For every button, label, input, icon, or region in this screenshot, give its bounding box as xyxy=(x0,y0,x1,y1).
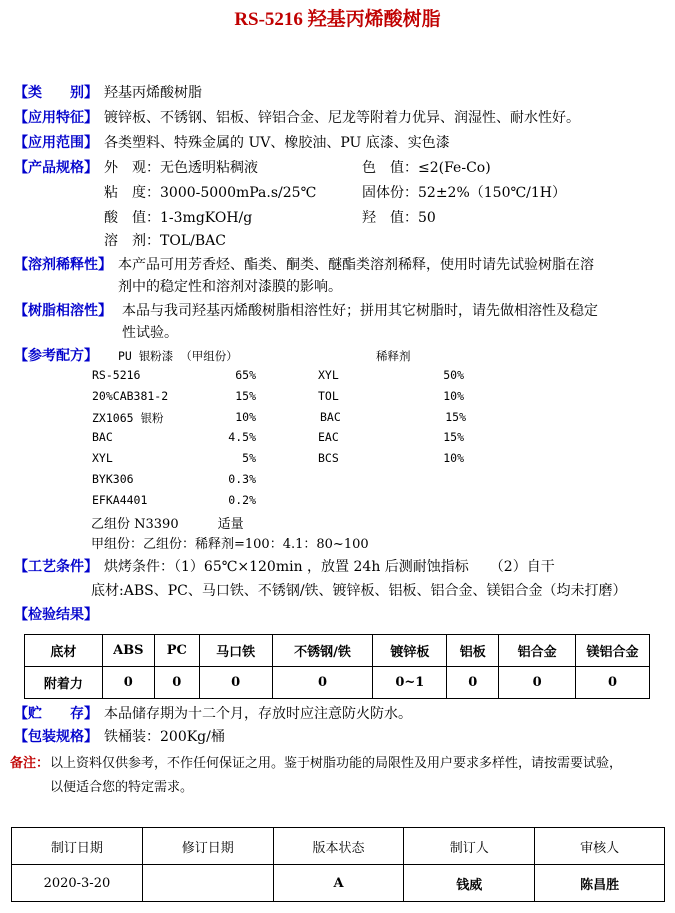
compat-label: 【树脂相溶性】 xyxy=(14,303,112,319)
results-header: ABS xyxy=(102,635,154,667)
revision-header: 审核人 xyxy=(535,828,665,865)
results-header: PC xyxy=(154,635,199,667)
formula-head-a: PU 银粉漆 （甲组份） xyxy=(118,349,238,363)
formula-part-a-ingredient: EFKA4401 xyxy=(92,492,148,507)
results-value-row xyxy=(25,667,650,699)
results-cell: 0 xyxy=(272,667,373,699)
revision-version: A xyxy=(273,865,404,902)
formula-part-a-ingredient: XYL xyxy=(92,451,113,466)
category-value: 羟基丙烯酸树脂 xyxy=(104,85,202,101)
results-table xyxy=(24,634,650,699)
formula-part-a-amount: 10% xyxy=(235,409,256,424)
revision-table xyxy=(11,827,665,902)
formula-part-a-amount: 0.3% xyxy=(228,472,256,486)
results-header-row xyxy=(25,635,650,667)
formula-diluent-ingredient: XYL xyxy=(318,368,339,382)
formula-diluent-amount: 10% xyxy=(443,388,464,403)
spec-solvent: 溶 剂：TOL/BAC xyxy=(104,233,226,249)
formula-part-a-amount: 0.2% xyxy=(228,492,256,507)
formula-head-b: 稀释剂 xyxy=(376,349,411,363)
dilution-label: 【溶剂稀释性】 xyxy=(14,257,112,273)
formula-diluent-ingredient: EAC xyxy=(318,430,339,445)
formula-part-a-amount: 5% xyxy=(242,451,256,466)
formula-part-a-ingredient: 20%CAB381-2 xyxy=(92,388,169,403)
formula-diluent-amount: 50% xyxy=(443,368,464,382)
specs-label: 【产品规格】 xyxy=(14,160,98,176)
formula-diluent-amount: 15% xyxy=(443,430,464,445)
revision-header: 修订日期 xyxy=(142,828,273,865)
compat-line1: 本品与我司羟基丙烯酸树脂相溶性好；拼用其它树脂时，请先做相溶性及稳定 xyxy=(122,303,598,319)
scope-label: 【应用范围】 xyxy=(14,135,98,151)
formula-diluent-ingredient: TOL xyxy=(318,388,339,403)
formula-diluent-ingredient: BCS xyxy=(318,451,339,466)
category-label: 【类 别】 xyxy=(14,85,98,101)
formula-diluent-amount: 15% xyxy=(445,409,466,424)
results-header: 不锈钢/铁 xyxy=(272,635,373,667)
formula-diluent-amount: 10% xyxy=(443,451,464,466)
formula-part-a-ingredient: BYK306 xyxy=(92,472,134,486)
dilution-line1: 本产品可用芳香烃、酯类、酮类、醚酯类溶剂稀释，使用时请先试验树脂在溶 xyxy=(118,257,594,273)
results-label: 【检验结果】 xyxy=(14,607,98,623)
spec-color: 色 值：≤2(Fe-Co) xyxy=(362,160,491,176)
revision-author: 钱威 xyxy=(404,865,535,902)
package-value: 铁桶装：200Kg/桶 xyxy=(104,729,225,745)
results-header: 镀锌板 xyxy=(373,635,447,667)
page-title: RS-5216 羟基丙烯酸树脂 xyxy=(234,9,441,30)
results-cell: 0 xyxy=(154,667,199,699)
formula-part-a-amount: 65% xyxy=(235,368,256,382)
process-label: 【工艺条件】 xyxy=(14,559,98,575)
results-cell: 0 xyxy=(199,667,272,699)
features-label: 【应用特征】 xyxy=(14,110,98,126)
process-line1: 烘烤条件：（1）65℃×120min ，放置 24h 后测耐蚀指标 （2）自干 xyxy=(104,559,555,575)
spec-acid: 酸 值：1-3mgKOH/g xyxy=(104,210,253,226)
spec-hydroxyl: 羟 值：50 xyxy=(362,210,436,226)
remark-label: 备注： xyxy=(10,756,50,771)
formula-ratio: 甲组份：乙组份：稀释剂=100：4.1：80~100 xyxy=(91,537,369,552)
revision-header-row xyxy=(12,828,665,865)
formula-part-a-ingredient: ZX1065 银粉 xyxy=(92,410,164,425)
results-cell: 0 xyxy=(499,667,576,699)
results-cell: 0 xyxy=(447,667,499,699)
results-header: 铝合金 xyxy=(499,635,576,667)
process-line2: 底材:ABS、PC、马口铁、不锈钢/铁、镀锌板、铝板、铝合金、镁铝合金（均未打磨） xyxy=(91,583,627,599)
storage-value: 本品储存期为十二个月，存放时应注意防火防水。 xyxy=(104,706,412,722)
formula-part-a-ingredient: RS-5216 xyxy=(92,368,141,382)
results-header: 马口铁 xyxy=(199,635,272,667)
revision-date: 2020-3-20 xyxy=(12,865,143,902)
scope-value: 各类塑料、特殊金属的 UV、橡胶油、PU 底漆、实色漆 xyxy=(104,135,450,151)
spec-appearance: 外 观：无色透明粘稠液 xyxy=(104,160,258,176)
formula-label: 【参考配方】 xyxy=(14,348,98,364)
formula-part-b: 乙组份 N3390 适量 xyxy=(91,517,244,532)
revision-header: 制订日期 xyxy=(12,828,143,865)
revision-header: 制订人 xyxy=(404,828,535,865)
compat-line2: 性试验。 xyxy=(122,325,178,341)
remark-line2: 以便适合您的特定需求。 xyxy=(50,780,194,795)
revision-reviewer: 陈昌胜 xyxy=(535,865,665,902)
results-header: 铝板 xyxy=(447,635,499,667)
features-value: 镀锌板、不锈钢、铝板、锌铝合金、尼龙等附着力优异、润湿性、耐水性好。 xyxy=(104,110,580,126)
results-cell: 0 xyxy=(576,667,650,699)
results-header: 底材 xyxy=(25,635,103,667)
package-label: 【包装规格】 xyxy=(14,729,98,745)
results-cell: 0 xyxy=(102,667,154,699)
storage-label: 【贮 存】 xyxy=(14,706,98,722)
formula-diluent-ingredient: BAC xyxy=(320,409,341,424)
revision-value-row xyxy=(12,865,665,902)
formula-part-a-amount: 4.5% xyxy=(228,430,256,445)
dilution-line2: 剂中的稳定性和溶剂对漆膜的影响。 xyxy=(118,279,342,295)
remark-line1: 以上资料仅供参考，不作任何保证之用。鉴于树脂功能的局限性及用户要求多样性，请按需要试验， xyxy=(50,756,623,771)
spec-solids: 固体份：52±2%（150℃/1H） xyxy=(362,185,566,201)
results-cell: 附着力 xyxy=(25,667,103,699)
results-header: 镁铝合金 xyxy=(576,635,650,667)
revision-header: 版本状态 xyxy=(273,828,404,865)
formula-part-a-ingredient: BAC xyxy=(92,430,113,445)
formula-part-a-amount: 15% xyxy=(235,388,256,403)
results-cell: 0~1 xyxy=(373,667,447,699)
revision-revised-date xyxy=(142,865,273,902)
spec-viscosity: 粘 度：3000-5000mPa.s/25℃ xyxy=(104,185,317,201)
